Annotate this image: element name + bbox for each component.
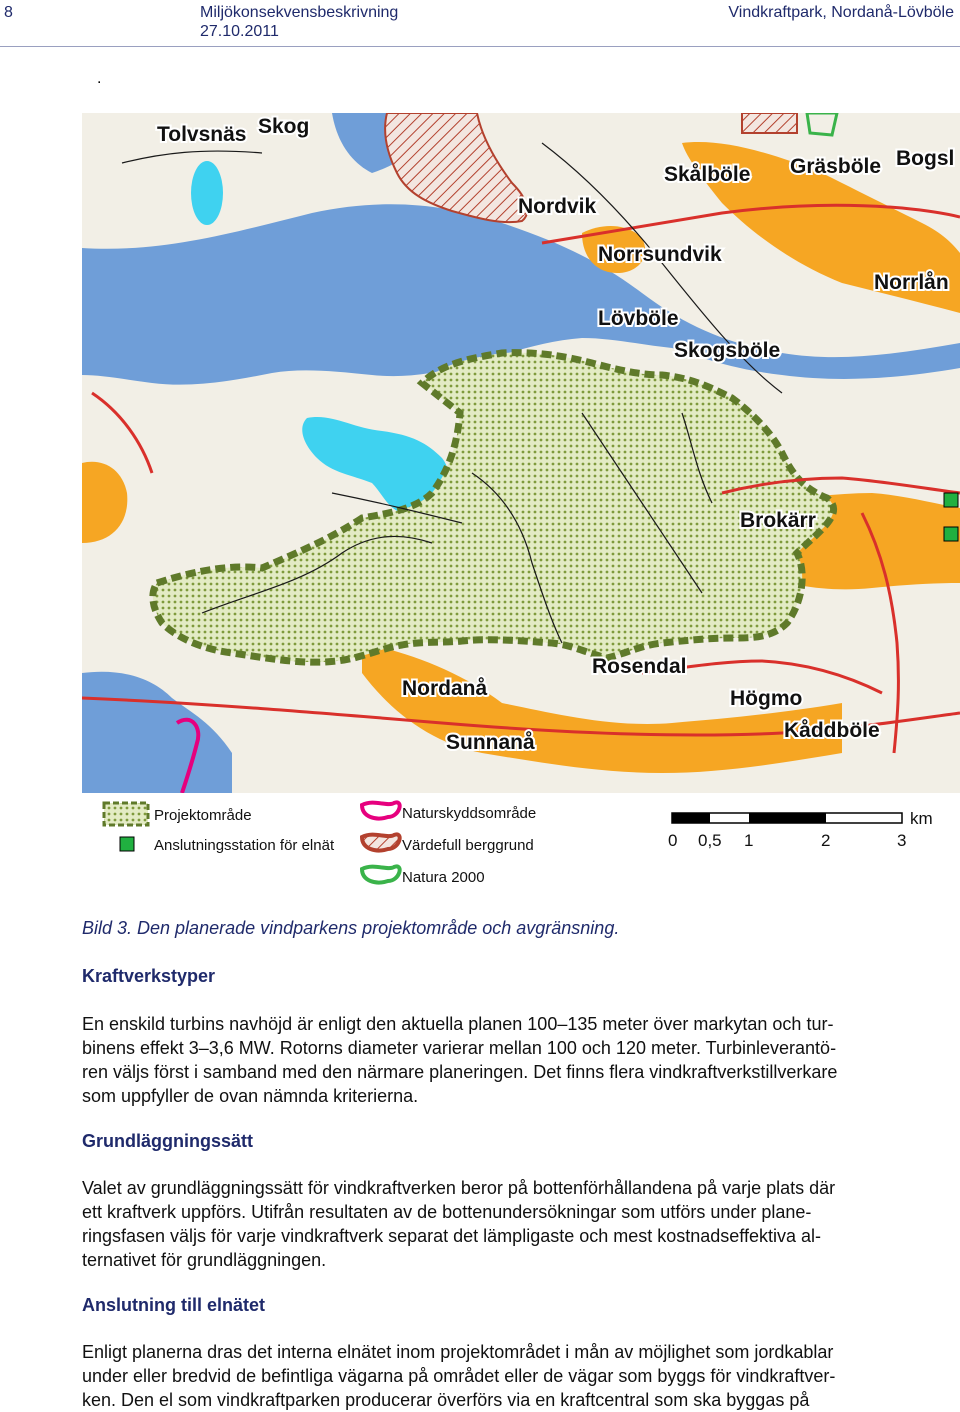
text-line: ringsfasen väljs för varje vindkraftverk separat det lämpligaste och mest kostnadseffektiva al- [82,1226,822,1246]
legend-connection-station: Anslutningsstation för elnät [154,837,335,854]
text-line: Valet av grundläggningssätt för vindkraftverken beror på bottenförhållandena på varje plats där [82,1178,836,1198]
figure-caption: Bild 3. Den planerade vindparkens projektområde och avgränsning. [82,918,620,938]
legend-natura: Natura 2000 [402,869,485,886]
place-label: Högmo [730,687,803,710]
connection-station-swatch [120,837,134,851]
text-line: som uppfyller de ovan nämnda kriterierna. [82,1086,419,1106]
scale-tick: 0,5 [698,831,722,850]
place-label: Skog [258,115,310,138]
section-body-kraftverkstyper [82,1012,954,1108]
place-label: Kåddböle [784,719,880,742]
section-heading-kraftverkstyper: Kraftverkstyper [82,966,216,986]
berggrund-area [742,113,797,133]
scale-bar [672,813,902,823]
text-line: ternativet för grundläggningen. [82,1250,327,1270]
scale-tick: 1 [744,831,754,850]
text-line: binens effekt 3–3,6 MW. Rotorns diameter varierar mellan 100 och 120 meter. Turbinleverantö- [82,1038,837,1058]
place-label: Tolvsnäs [157,123,247,146]
legend-berggrund: Värdefull berggrund [402,837,534,854]
connection-station [944,493,958,507]
berggrund-swatch [362,834,400,850]
map-legend [82,793,960,898]
place-label: Nordvik [518,195,597,218]
legend-project-area: Projektområde [154,807,252,824]
natura-swatch [362,866,400,882]
place-label: Rosendal [592,655,687,678]
connection-station [944,527,958,541]
lake [191,161,223,225]
project-area-map [82,113,960,793]
project-area-swatch [104,803,148,825]
scale-tick: 0 [668,831,678,850]
text-line: ett kraftverk uppförs. Utifrån resultaten av de bottenundersökningar som utförs under plane- [82,1202,812,1222]
stray-mark: . [97,70,102,87]
place-label: Sunnanå [446,731,535,754]
place-label: Skogsböle [674,339,781,362]
place-label: Nordanå [402,677,488,700]
place-label: Norrlån [874,271,949,294]
section-heading-grundlaggningssatt: Grundläggningssätt [82,1131,253,1151]
place-label: Lövböle [598,307,679,330]
project-name: Vindkraftpark, Nordanå-Lövböle [728,4,954,21]
place-label: Skålböle [664,163,751,186]
document-title: Miljökonsekvensbeskrivning [200,4,399,21]
text-line: En enskild turbins navhöjd är enligt den aktuella planen 100–135 meter över markytan och tur- [82,1014,834,1034]
scale-tick: 2 [821,831,831,850]
legend-naturskydd: Naturskyddsområde [402,805,537,822]
place-label: Gräsböle [790,155,882,178]
text-line: ren väljs först i samband med den närmare planeringen. Det finns flera vindkraftverkstillverkare [82,1062,838,1082]
naturskydd-swatch [362,802,400,818]
document-date: 27.10.2011 [200,23,279,40]
text-line: Enligt planerna dras det interna elnätet inom projektområdet i mån av möjlighet som jordkablar [82,1342,834,1362]
header-divider [0,46,960,47]
scale-tick: 3 [897,831,907,850]
section-heading-anslutning: Anslutning till elnätet [82,1295,265,1315]
place-label: Norrsundvik [598,243,722,266]
page-number: 8 [4,4,13,21]
section-body-grundlaggningssatt [82,1176,954,1272]
place-label: Bogsl [896,147,955,170]
text-line: under eller bredvid de befintliga vägarna på området eller de vägar som byggs för vindkraftver- [82,1366,836,1386]
place-label: Brokärr [740,509,816,532]
text-line: ken. Den el som vindkraftparken producerar överförs via en kraftcentral som ska byggas på [82,1390,810,1410]
section-body-anslutning [82,1340,954,1412]
scale-unit: km [910,809,933,828]
